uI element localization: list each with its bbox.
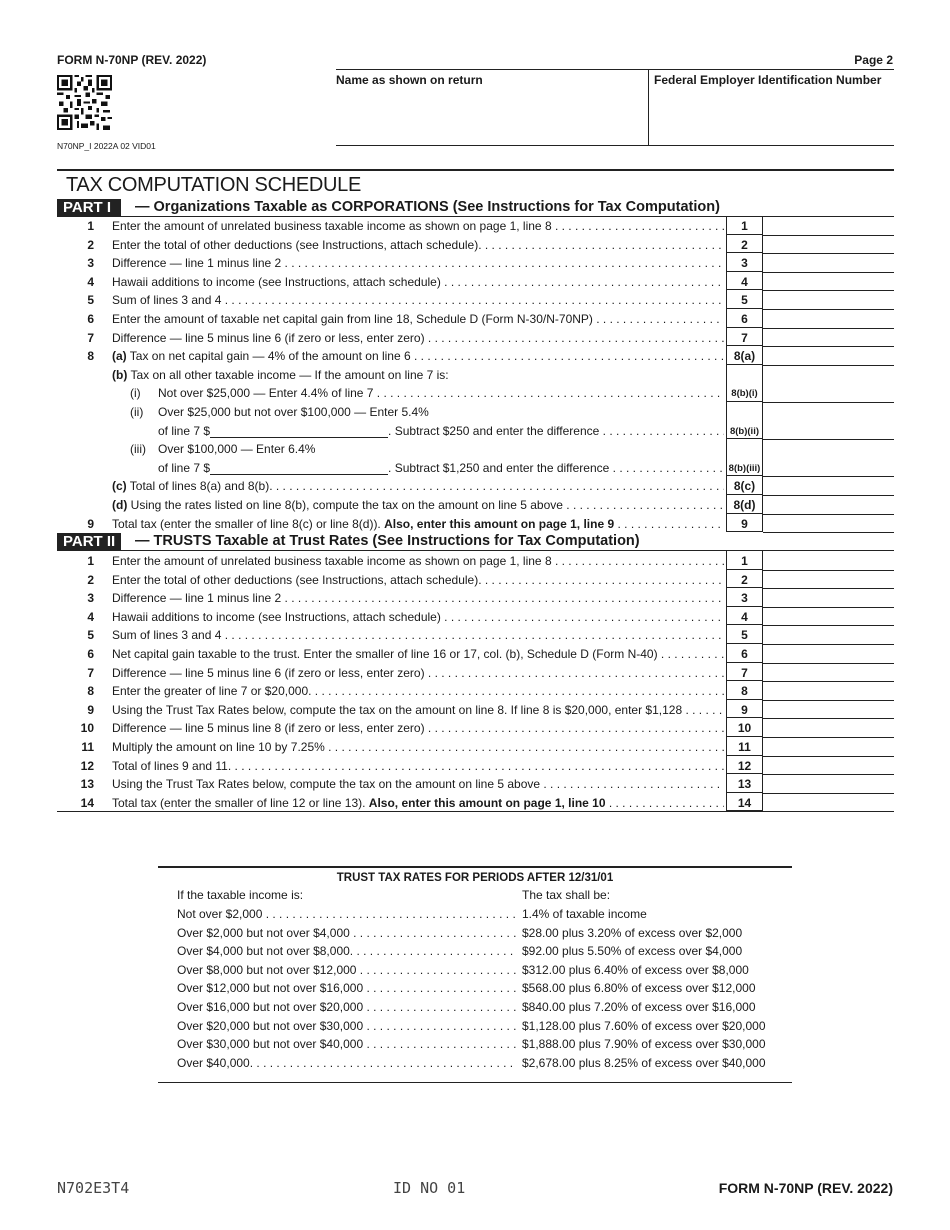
p1-line-4-amount[interactable] [763,272,894,292]
p1-line-3: 3 Difference — line 1 minus line 2 . . . 3 [57,253,894,272]
p2-line-6: 6 Net capital gain taxable to the trust. Enter the smaller of line 16 or 17, col. (b), Schedule D (Form N-40) . . . 6 [57,644,894,663]
part2-header [57,533,894,551]
trust-tax-rates-table [158,866,792,1083]
rates-row: Over $8,000 but not over $12,000 . . . $312.00 plus 6.40% of excess over $8,000 [177,963,787,982]
p2-line-5-amount[interactable] [763,625,894,645]
part1-header [57,199,894,217]
p1-line-8d-amount[interactable] [763,495,894,515]
rates-header: If the taxable income is: The tax shall be: [177,888,611,902]
p1-line-8biii-amount[interactable] [763,458,894,478]
part2-title: — TRUSTS Taxable at Trust Rates (See Instructions for Tax Computation) [135,533,640,549]
p2-line-3-amount[interactable] [763,588,894,608]
p1-line-8a-amount[interactable] [763,346,894,366]
p2-line-3: 3 Difference — line 1 minus line 2 . . . 3 [57,588,894,607]
p2-line-14-amount[interactable] [763,793,894,813]
p1-line-8bii-a: (ii) Over $25,000 but not over $100,000 — Enter 5.4% [57,402,894,421]
p1-line-3-amount[interactable] [763,253,894,273]
p1-line-5-amount[interactable] [763,290,894,310]
p1-line-1-amount[interactable] [763,216,894,236]
rates-title: TRUST TAX RATES FOR PERIODS AFTER 12/31/01 [336,872,614,884]
p1-line-8biii-input[interactable] [210,463,388,475]
p2-line-2-amount[interactable] [763,570,894,590]
p1-line-8b: (b) Tax on all other taxable income — If the amount on line 7 is: [57,365,894,384]
p2-line-7: 7 Difference — line 5 minus line 6 (if zero or less, enter zero) . . . 7 [57,663,894,682]
p1-line-6-amount[interactable] [763,309,894,329]
box-divider [648,70,649,145]
rates-row: Over $2,000 but not over $4,000 . . . $28.00 plus 3.20% of excess over $2,000 [177,926,787,945]
p2-line-4: 4 Hawaii additions to income (see Instructions, attach schedule) . . . 4 [57,607,894,626]
form-code: N70NP_I 2022A 02 VID01 [57,141,156,151]
p2-line-7-amount[interactable] [763,663,894,683]
p2-line-8-amount[interactable] [763,681,894,701]
form-id-header: FORM N-70NP (REV. 2022) [57,53,207,67]
p2-line-2: 2 Enter the total of other deductions (see Instructions, attach schedule). . . . 2 [57,570,894,589]
p2-line-1: 1 Enter the amount of unrelated business taxable income as shown on page 1, line 8 . . . 1 [57,551,894,570]
p1-line-8bii-amount[interactable] [763,421,894,441]
p2-line-8: 8 Enter the greater of line 7 or $20,000. . . . 8 [57,681,894,700]
p1-line-8bii-input[interactable] [210,426,388,438]
p1-line-8c: (c) Total of lines 8(a) and 8(b). . . . 8(c) [57,476,894,495]
p2-line-4-amount[interactable] [763,607,894,627]
p1-line-9: 9 Total tax (enter the smaller of line 8(c) or line 8(d)). Also, enter this amount on page 1, line 9 . . . 9 [57,514,894,533]
p1-line-4: 4 Hawaii additions to income (see Instructions, attach schedule) . . . 4 [57,272,894,291]
rates-row: Over $40,000. . . . $2,678.00 plus 8.25% of excess over $40,000 [177,1056,787,1075]
p1-line-8bii-b: of line 7 $ . Subtract $250 and enter the difference . . . 8(b)(ii) [57,421,894,440]
p2-line-12-amount[interactable] [763,756,894,776]
p1-line-2: 2 Enter the total of other deductions (see Instructions, attach schedule). . . . 2 [57,235,894,254]
p2-line-6-amount[interactable] [763,644,894,664]
p2-line-12: 12 Total of lines 9 and 11. . . . 12 [57,756,894,775]
p1-line-8bi-amount[interactable] [763,383,894,403]
fein-label: Federal Employer Identification Number [654,73,882,87]
rates-row: Over $12,000 but not over $16,000 . . . $568.00 plus 6.80% of excess over $12,000 [177,981,787,1000]
p1-line-9-amount[interactable] [763,514,894,534]
footer-form-id: FORM N-70NP (REV. 2022) [718,1180,893,1196]
p1-line-8biii-b: of line 7 $ . Subtract $1,250 and enter the difference . . . 8(b)(iii) [57,458,894,477]
p1-line-1: 1 Enter the amount of unrelated business taxable income as shown on page 1, line 8 . . . 1 [57,216,894,235]
p1-line-5: 5 Sum of lines 3 and 4 . . . 5 [57,290,894,309]
p2-line-13: 13 Using the Trust Tax Rates below, compute the tax on the amount on line 5 above . . . 13 [57,774,894,793]
p2-line-11: 11 Multiply the amount on line 10 by 7.25% . . . 11 [57,737,894,756]
p1-line-7: 7 Difference — line 5 minus line 6 (if zero or less, enter zero) . . . 7 [57,328,894,347]
p2-line-9: 9 Using the Trust Tax Rates below, compute the tax on the amount on line 8. If line 8 is $20,000, enter $1,128 . . . 9 [57,700,894,719]
p2-line-1-amount[interactable] [763,551,894,571]
p2-line-11-amount[interactable] [763,737,894,757]
p2-line-5: 5 Sum of lines 3 and 4 . . . 5 [57,625,894,644]
rates-row: Over $20,000 but not over $30,000 . . . $1,128.00 plus 7.60% of excess over $20,000 [177,1019,787,1038]
p1-line-6: 6 Enter the amount of taxable net capital gain from line 18, Schedule D (Form N-30/N-70NP) . . . 6 [57,309,894,328]
rates-row: Over $30,000 but not over $40,000 . . . $1,888.00 plus 7.90% of excess over $30,000 [177,1037,787,1056]
footer-id-no: ID NO 01 [393,1179,466,1197]
taxpayer-info-box [336,69,894,146]
part1-title: — Organizations Taxable as CORPORATIONS (See Instructions for Tax Computation) [135,199,720,215]
p1-line-8d: (d) Using the rates listed on line 8(b), compute the tax on the amount on line 5 above . . . 8(d) [57,495,894,514]
rates-row: Not over $2,000 . . . 1.4% of taxable income [177,907,787,926]
p2-line-9-amount[interactable] [763,700,894,720]
p1-line-8biii-a: (iii) Over $100,000 — Enter 6.4% [57,439,894,458]
p1-line-8c-amount[interactable] [763,476,894,496]
part2-bottom-rule [57,811,894,812]
rates-row: Over $16,000 but not over $20,000 . . . $840.00 plus 7.20% of excess over $16,000 [177,1000,787,1019]
p1-line-8bi: (i) Not over $25,000 — Enter 4.4% of line 7 . . . 8(b)(i) [57,383,894,402]
qr-code-icon [57,75,112,130]
schedule-title: TAX COMPUTATION SCHEDULE [57,169,894,197]
p1-line-8a: 8 (a) Tax on net capital gain — 4% of the amount on line 6 . . . 8(a) [57,346,894,365]
p1-line-7-amount[interactable] [763,328,894,348]
p2-line-10: 10 Difference — line 5 minus line 8 (if zero or less, enter zero) . . . 10 [57,718,894,737]
p2-line-13-amount[interactable] [763,774,894,794]
name-label: Name as shown on return [336,73,483,87]
footer-code: N702E3T4 [57,1179,130,1197]
rates-row: Over $4,000 but not over $8,000. . . . $92.00 plus 5.50% of excess over $4,000 [177,944,787,963]
p2-line-10-amount[interactable] [763,718,894,738]
part1-label: PART I [57,199,121,216]
p2-line-14: 14 Total tax (enter the smaller of line 12 or line 13). Also, enter this amount on page 1, line 10 . . . 14 [57,793,894,812]
page-number: Page 2 [854,53,893,67]
p1-line-2-amount[interactable] [763,235,894,255]
part2-label: PART II [57,533,121,550]
